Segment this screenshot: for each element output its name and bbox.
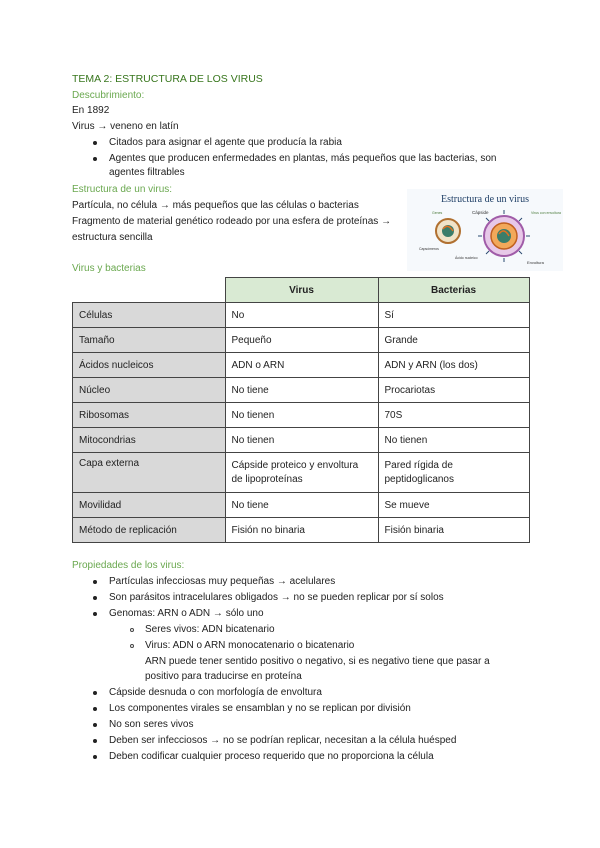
cell-virus: Fisión no binaria — [225, 518, 378, 543]
page-title: TEMA 2: ESTRUCTURA DE LOS VIRUS — [72, 73, 263, 85]
cell-bacterias: 70S — [378, 403, 529, 428]
bullet-dot — [93, 691, 97, 695]
cell-bacterias: Se mueve — [378, 493, 529, 518]
table-row — [73, 403, 530, 428]
list-item: Los componentes virales se ensamblan y no se replican por división — [109, 703, 411, 714]
table-row — [73, 303, 530, 328]
cell-virus: ADN o ARN — [225, 353, 378, 378]
diagram-label-capsomeros: Capsómeros — [419, 247, 439, 251]
descubrimiento-heading: Descubrimiento: — [72, 90, 145, 101]
bullet-dot — [93, 596, 97, 600]
cell-virus: No — [225, 303, 378, 328]
table-row — [73, 493, 530, 518]
cell-bacterias: No tienen — [378, 428, 529, 453]
bullet-dot — [93, 739, 97, 743]
table-row — [73, 328, 530, 353]
cell-virus: No tiene — [225, 378, 378, 403]
sub-bullet-dot — [130, 628, 134, 632]
row-label: Ribosomas — [73, 403, 226, 428]
diagram-label-envelope-type: Virus con envoltura — [531, 211, 561, 215]
cell-bacterias: Fisión binaria — [378, 518, 529, 543]
row-label: Mitocondrias — [73, 428, 226, 453]
estructura-line: estructura sencilla — [72, 232, 153, 243]
cell-bacterias: Grande — [378, 328, 529, 353]
row-label: Movilidad — [73, 493, 226, 518]
row-label: Capa externa — [73, 453, 226, 493]
column-header-bacterias: Bacterias — [378, 278, 529, 303]
cell-virus — [225, 453, 378, 493]
virus-structure-diagram — [407, 189, 563, 271]
small-virus-icon — [436, 219, 460, 243]
list-item: Deben codificar cualquier proceso requerido que no proporciona la célula — [109, 751, 434, 762]
cell-virus: Pequeño — [225, 328, 378, 353]
table-row — [73, 518, 530, 543]
list-item: Son parásitos intracelulares obligados → no se pueden replicar por sí solos — [109, 592, 444, 603]
row-label: Ácidos nucleicos — [73, 353, 226, 378]
diagram-label-acido: Ácido nucleico — [455, 256, 478, 260]
diagram-label-envoltura: Envoltura — [527, 260, 544, 265]
row-label: Células — [73, 303, 226, 328]
column-header-virus: Virus — [225, 278, 378, 303]
propiedades-heading: Propiedades de los virus: — [72, 560, 185, 571]
bullet-dot — [93, 580, 97, 584]
table-row — [73, 353, 530, 378]
sub-list-item: positivo para traducirse en proteína — [145, 671, 302, 682]
list-item: No son seres vivos — [109, 719, 194, 730]
cell-line: Cápside proteico y envoltura — [231, 459, 359, 471]
estructura-line: Partícula, no célula → más pequeños que las células o bacterias — [72, 200, 359, 211]
table-corner — [73, 278, 226, 303]
cell-line: peptidoglicanos — [384, 473, 454, 485]
list-item: Deben ser infecciosos → no se podrían replicar, necesitan a la célula huésped — [109, 735, 457, 746]
comparison-table — [72, 277, 530, 543]
bullet-dot — [93, 723, 97, 727]
list-item: Cápside desnuda o con morfología de envoltura — [109, 687, 322, 698]
cell-virus: No tiene — [225, 493, 378, 518]
diagram-label-genes: Genes — [432, 211, 443, 215]
sub-list-item: Seres vivos: ADN bicatenario — [145, 624, 275, 635]
descubrimiento-year: En 1892 — [72, 105, 110, 116]
diagram-title: Estructura de un virus — [440, 194, 530, 205]
list-item: agentes filtrables — [109, 167, 185, 178]
sub-list-item: Virus: ADN o ARN monocatenario o bicatenario — [145, 640, 355, 651]
descubrimiento-virus-line: Virus → veneno en latín — [72, 121, 179, 132]
row-label: Método de replicación — [73, 518, 226, 543]
cell-line: de lipoproteínas — [231, 473, 303, 485]
table-row — [73, 428, 530, 453]
list-item: Citados para asignar el agente que producía la rabia — [109, 137, 342, 148]
bullet-dot — [93, 707, 97, 711]
cell-bacterias: Sí — [378, 303, 529, 328]
cell-bacterias — [378, 453, 529, 493]
row-label: Núcleo — [73, 378, 226, 403]
table-row — [73, 378, 530, 403]
bullet-dot — [93, 157, 97, 161]
bullet-dot — [93, 612, 97, 616]
comparison-heading: Virus y bacterias — [72, 263, 146, 274]
cell-bacterias: ADN y ARN (los dos) — [378, 353, 529, 378]
cell-virus: No tienen — [225, 403, 378, 428]
sub-list-item: ARN puede tener sentido positivo o negativo, si es negativo tiene que pasar a — [145, 656, 490, 667]
cell-line: Pared rígida de — [384, 459, 453, 471]
sub-bullet-dot — [130, 644, 134, 648]
list-item: Genomas: ARN o ADN → sólo uno — [109, 608, 264, 619]
estructura-line: Fragmento de material genético rodeado por una esfera de proteínas → — [72, 216, 392, 227]
table-row — [73, 453, 530, 493]
list-item: Agentes que producen enfermedades en plantas, más pequeños que las bacterias, son — [109, 153, 497, 164]
row-label: Tamaño — [73, 328, 226, 353]
cell-bacterias: Procariotas — [378, 378, 529, 403]
bullet-dot — [93, 141, 97, 145]
bullet-dot — [93, 755, 97, 759]
diagram-label-capside: Cápside — [472, 210, 489, 215]
list-item: Partículas infecciosas muy pequeñas → acelulares — [109, 576, 336, 587]
cell-virus: No tienen — [225, 428, 378, 453]
estructura-heading: Estructura de un virus: — [72, 184, 173, 195]
